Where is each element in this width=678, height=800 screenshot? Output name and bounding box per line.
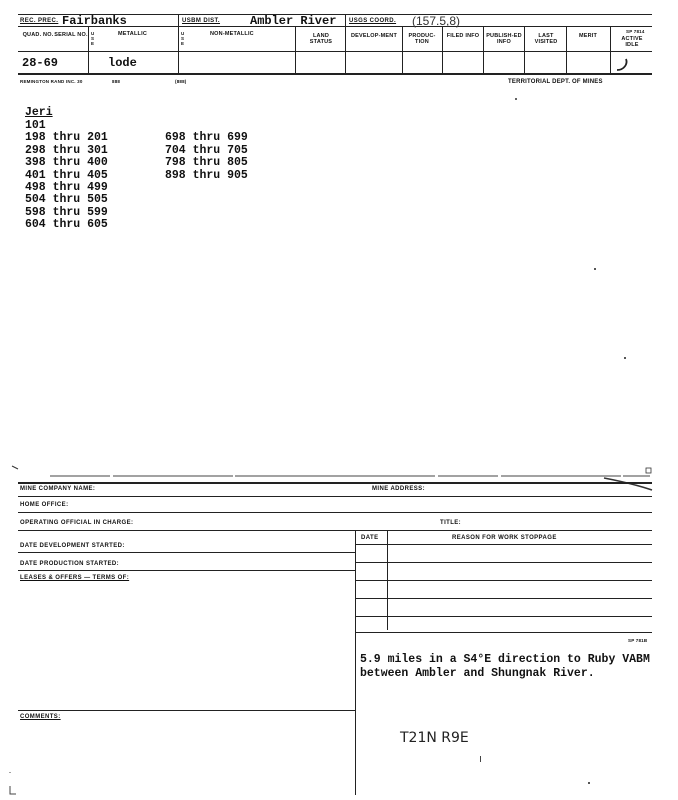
claim-name: Jeri [25,106,53,119]
operating-official-label: OPERATING OFFICIAL IN CHARGE: [20,520,134,526]
location-line-2: between Ambler and Shungnak River. [360,667,595,680]
speck [594,268,596,270]
claim-range: 101 [25,119,46,132]
form-line [18,710,355,711]
merit-label: MERIT [578,33,598,39]
header-divider [610,26,611,73]
claims-left-column [25,120,108,232]
header-divider [566,26,567,73]
header-divider [345,14,346,73]
usgs-coord-value: (157.5,8) [412,14,461,28]
filed-info-label: FILED INFO [446,33,480,39]
header-divider [442,26,443,73]
last-visited-label: LAST VISITED [534,33,558,45]
development-label: DEVELOP-MENT [350,33,398,39]
header-divider [178,14,179,73]
claim-range: 198 thru 201 [25,131,108,145]
comments-label: COMMENTS: [20,714,61,720]
location-line-1: 5.9 miles in a S4°E direction to Ruby VABM [360,653,650,666]
speck [624,357,626,359]
form-line [355,580,652,581]
claim-range: 698 thru 699 [165,131,248,145]
printer-code-2: (888) [175,79,187,84]
metallic-value: lode [108,56,137,70]
claim-range: 398 thru 400 [25,156,108,170]
claim-range: 504 thru 505 [25,193,108,207]
header-row3-bottom-line [18,73,652,75]
claim-range: 498 thru 499 [25,180,108,194]
form-line [18,570,355,571]
usbm-dist-label: USBM DIST. [182,18,221,24]
form-line [355,544,652,545]
claim-range: 898 thru 905 [165,168,248,182]
land-status-label: LAND STATUS [309,33,333,45]
active-checkmark-icon [614,56,634,76]
mine-company-label: MINE COMPANY NAME: [20,486,96,492]
header-divider [524,26,525,73]
claim-range: 598 thru 599 [25,205,108,219]
rec-prec-value: Fairbanks [62,14,127,28]
quad-serial-value: 28-69 [22,56,59,70]
form-line [355,562,652,563]
claim-range: 298 thru 301 [25,143,108,157]
usbm-dist-value: Ambler River [250,14,337,28]
date-production-label: DATE PRODUCTION STARTED: [20,561,120,567]
mine-address-label: MINE ADDRESS: [372,486,425,492]
production-label: PRODUC-TION [408,33,436,45]
active-idle-label: ACTIVE IDLE [621,36,643,48]
header-divider [295,26,296,73]
form-column-divider [355,530,356,795]
handwritten-township: T21N R9E [400,730,469,746]
form-line [18,512,652,513]
form-line [18,530,652,531]
use-label-metallic: USE [91,31,95,46]
torn-edge-line [10,460,670,500]
reason-label: REASON FOR WORK STOPPAGE [452,535,557,541]
printer-code: 888 [112,79,121,84]
metallic-label: METALLIC [118,31,147,37]
leases-label: LEASES & OFFERS — TERMS OF: [20,575,130,581]
form-line [18,552,355,553]
claim-range: 401 thru 405 [25,168,108,182]
speck [515,98,517,100]
quad-no-label: QUAD. NO. [22,32,54,38]
rec-prec-label: REC. PREC. [20,18,59,24]
use-label-nonmetallic: USE [181,31,185,46]
printer-label: REMINGTON RAND INC. 30 [20,79,83,84]
nonmetallic-label: NON-METALLIC [210,31,254,37]
date-development-label: DATE DEVELOPMENT STARTED: [20,543,125,549]
usgs-coord-label: USGS COORD. [349,18,397,24]
speck [588,782,590,784]
claims-right-column [165,132,248,182]
form-line [355,632,652,633]
home-office-label: HOME OFFICE: [20,502,69,508]
header-divider [483,26,484,73]
title-label: TITLE: [440,520,462,526]
form-number-bottom: SP 781B [628,638,648,643]
corner-mark [8,770,22,796]
claim-range: 798 thru 805 [165,156,248,170]
form-line [18,482,652,484]
form-line [18,496,652,497]
published-info-label: PUBLISH-ED INFO [486,33,522,45]
header-divider [88,26,89,73]
form-line [355,616,652,617]
form-number-top: SP 7814 [626,29,645,34]
department-label: TERRITORIAL DEPT. OF MINES [508,79,603,85]
speck [480,756,481,762]
claim-range: 604 thru 605 [25,218,108,232]
header-divider [402,26,403,73]
header-row2-bottom-line [18,51,652,52]
serial-no-label: SERIAL NO. [54,32,88,38]
claim-range: 704 thru 705 [165,143,248,157]
form-line [355,598,652,599]
date-label: DATE [361,535,379,541]
